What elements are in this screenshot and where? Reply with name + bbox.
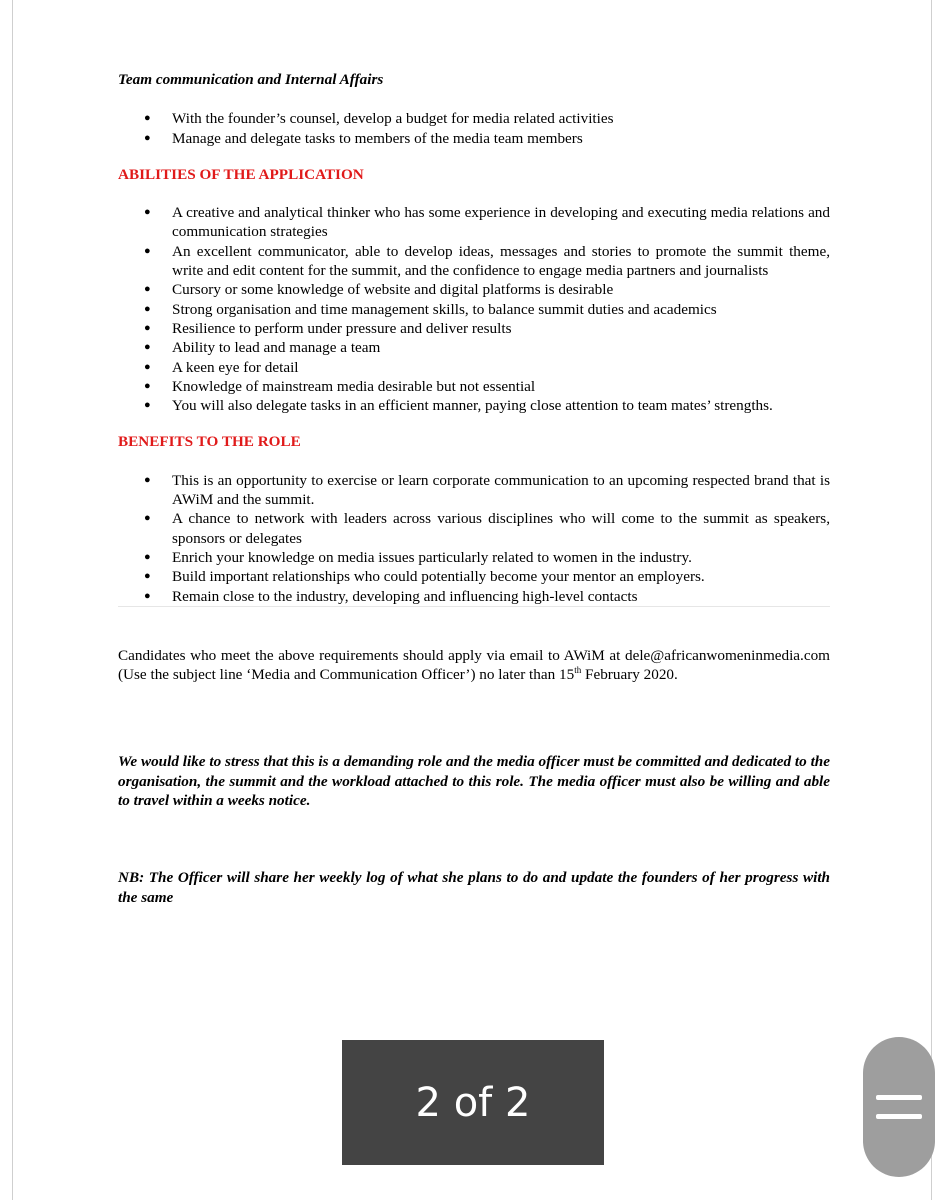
abilities-heading: ABILITIES OF THE APPLICATION xyxy=(118,165,364,183)
page-indicator: 2 of 2 xyxy=(342,1040,604,1165)
list-item: ● You will also delegate tasks in an efficient manner, paying close attention to team mates’ strengths. xyxy=(118,396,830,415)
grip-line xyxy=(876,1095,922,1100)
grip-line xyxy=(876,1114,922,1119)
apply-date: February 2020. xyxy=(581,666,678,684)
list-item: ● A creative and analytical thinker who has some experience in developing and executing media relations and communication strategies xyxy=(118,203,830,242)
list-item: ● Knowledge of mainstream media desirable but not essential xyxy=(118,377,830,396)
list-item: ● Ability to lead and manage a team xyxy=(118,338,830,357)
scroll-handle-icon[interactable] xyxy=(863,1037,935,1177)
team-list xyxy=(118,109,830,148)
document-content xyxy=(118,70,830,907)
list-item: ● Enrich your knowledge on media issues particularly related to women in the industry. xyxy=(118,548,830,567)
list-item: ● With the founder’s counsel, develop a budget for media related activities xyxy=(118,109,830,128)
apply-instructions xyxy=(118,646,830,685)
list-item: ● An excellent communicator, able to develop ideas, messages and stories to promote the summit theme, write and edit content for the summit, and the confidence to engage media partners and journalists xyxy=(118,242,830,281)
list-item: ● A keen eye for detail xyxy=(118,358,830,377)
date-suffix: th xyxy=(574,665,582,676)
apply-text: Candidates who meet the above requirements should apply via email to AWiM at dele@africanwomeninmedia.com (Use the subject line ‘Media and Communication Officer’) no later than 15 xyxy=(118,646,830,684)
benefits-heading: BENEFITS TO THE ROLE xyxy=(118,433,301,451)
list-item: ● Remain close to the industry, developing and influencing high-level contacts xyxy=(118,587,830,606)
list-item: ● Strong organisation and time management skills, to balance summit duties and academics xyxy=(118,300,830,319)
list-item: ● Build important relationships who could potentially become your mentor an employers. xyxy=(118,567,830,586)
list-item: ● Cursory or some knowledge of website and digital platforms is desirable xyxy=(118,280,830,299)
abilities-list xyxy=(118,203,830,415)
nb-note: NB: The Officer will share her weekly log of what she plans to do and update the founders of her progress with the same xyxy=(118,869,830,906)
list-item: ● Manage and delegate tasks to members of the media team members xyxy=(118,129,830,148)
list-item: ● A chance to network with leaders across various disciplines who will come to the summit as speakers, sponsors or delegates xyxy=(118,509,830,548)
list-item: ● Resilience to perform under pressure and deliver results xyxy=(118,319,830,338)
stress-note: We would like to stress that this is a demanding role and the media officer must be committed and dedicated to the organisation, the summit and the workload attached to this role. The media officer must also be willing and able to travel within a weeks notice. xyxy=(118,753,830,810)
list-item: ● This is an opportunity to exercise or learn corporate communication to an upcoming respected brand that is AWiM and the summit. xyxy=(118,471,830,510)
team-heading: Team communication and Internal Affairs xyxy=(118,71,384,88)
benefits-list xyxy=(118,471,830,606)
